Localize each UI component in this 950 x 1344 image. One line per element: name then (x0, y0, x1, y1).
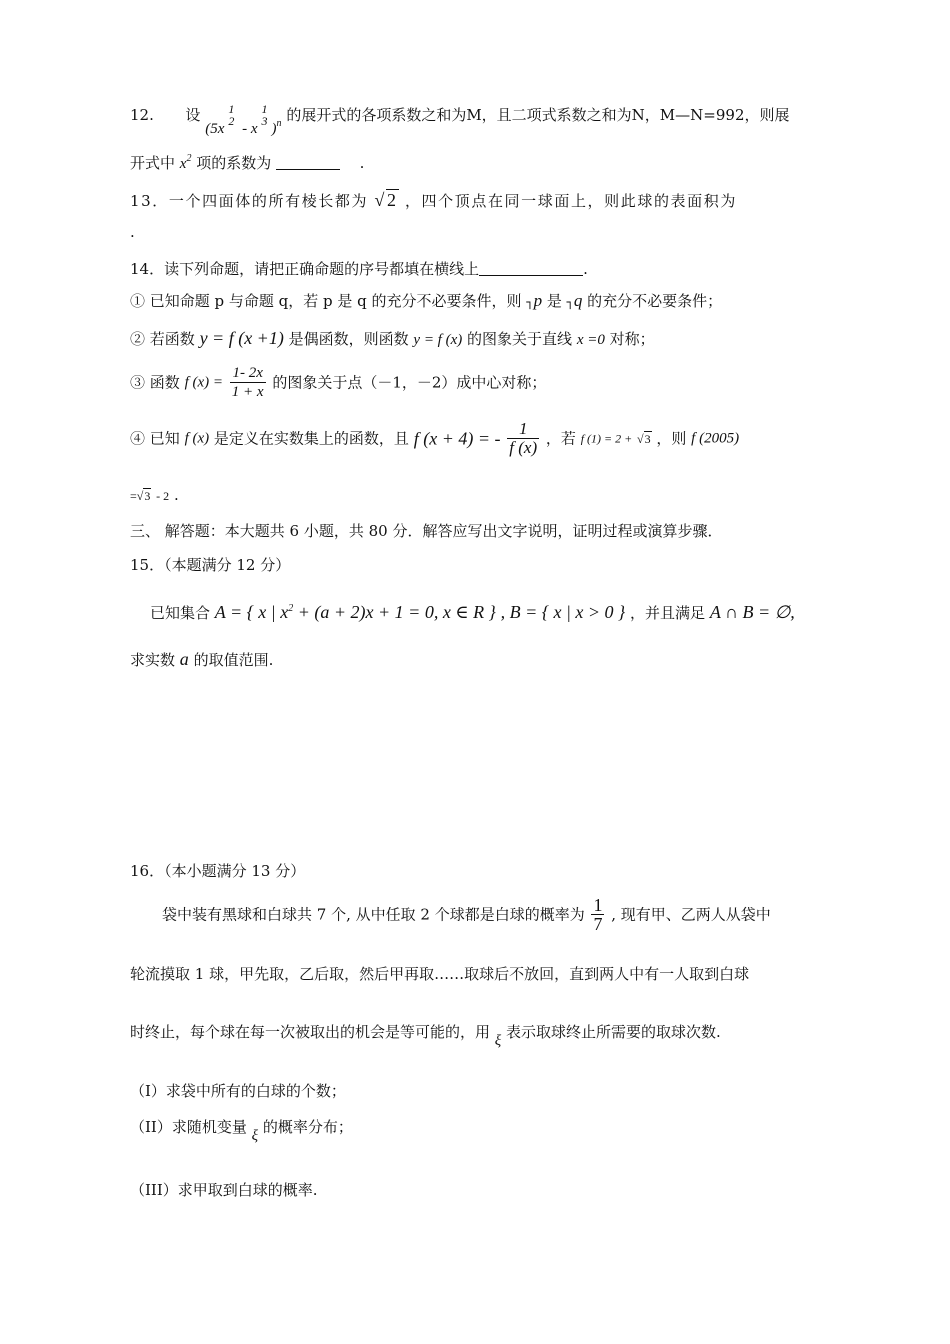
q16-line2: 轮流摸取 1 球，甲先取，乙后取，然后甲再取……取球后不放回，直到两人中有一人取到白球 (130, 965, 750, 983)
section-3-heading: 三、 解答题：本大题共 6 小题，共 80 分．解答应写出文字说明，证明过程或演算步骤． (130, 522, 723, 540)
q13-line1: 13．一个四面体的所有棱长都为 √2 ，四个顶点在同一球面上，则此球的表面积为 (130, 190, 737, 210)
q14-intro: 14．读下列命题，请把正确命题的序号都填在横线上 . (130, 260, 588, 278)
q15-line1: 已知集合 A = { x | $x^2 + (a + 2)x + 1 = 0$, x ∈ R } , B = { x | x > 0 } ，并且满足 A ∩ B = ∅, (150, 602, 795, 622)
q14-answer-blank[interactable] (479, 259, 583, 276)
q14-proposition-4-cont: =√3 - 2 . (130, 486, 179, 504)
q13-sqrt: √2 (374, 190, 398, 210)
q12-prefix: 设 (185, 106, 201, 124)
q12-line1 (130, 90, 790, 137)
q13-line2: . (130, 223, 135, 241)
q16-subquestion-3: （III）求甲取到白球的概率. (130, 1181, 318, 1199)
q14-proposition-4: ④ 已知 f (x) 是定义在实数集上的函数，且 f (x + 4) = - $\frac{1}{f (x)}$ ，若 f (1) = 2 + √3 ，则 f (2005) (130, 419, 740, 457)
q14-proposition-3: ③ 函数 f (x) = $\frac{1- 2x}{1 + x}$ 的图象关于点（－1，－2）成中心对称； (130, 365, 547, 400)
q12-number: 12. (130, 106, 154, 124)
q14-proposition-2: ② 若函数 y = f (x +1) 是偶函数，则函数 y = f (x) 的图象关于直线 x =0 对称； (130, 328, 655, 348)
q15-header: 15．（本题满分 12 分） (130, 556, 291, 574)
q12-line2: 开式中 $x^2$ 项的系数为 . (130, 153, 365, 172)
q12-expression: (5x 1 2 - x 1 3 )$^n$ (205, 102, 282, 137)
q16-line1: 袋中装有黑球和白球共 7 个, 从中任取 2 个球都是白球的概率为 $\frac{1}{7}$ , 现有甲、乙两人从袋中 (162, 895, 771, 934)
q16-probability-fraction: $\frac{1}{7}$ (593, 895, 603, 934)
q16-line3: 时终止，每个球在每一次被取出的机会是等可能的，用 ξ 表示取球终止所需要的取球次数. (130, 1023, 721, 1049)
q16-subquestion-1: （I）求袋中所有的白球的个数； (130, 1082, 346, 1100)
q12-text: 的展开式的各项系数之和为M，且二项式系数之和为N，M—N=992，则展 (286, 106, 790, 124)
q16-header: 16．（本小题满分 13 分） (130, 862, 306, 880)
q14-p4-fraction: $\frac{1}{f (x)}$ (509, 419, 538, 457)
q14-proposition-1: ① 已知命题 p 与命题 q，若 p 是 q 的充分不必要条件，则 ┐p 是 ┐q 的充分不必要条件； (130, 291, 723, 310)
q15-line2: 求实数 a 的取值范围. (130, 649, 274, 669)
q12-x-squared: $x^2$ (179, 153, 192, 172)
q16-subquestion-2: （II）求随机变量 ξ 的概率分布； (130, 1118, 353, 1144)
q14-p3-fraction: $\frac{1- 2x}{1 + x}$ (231, 365, 264, 400)
q12-answer-blank[interactable] (276, 153, 340, 170)
